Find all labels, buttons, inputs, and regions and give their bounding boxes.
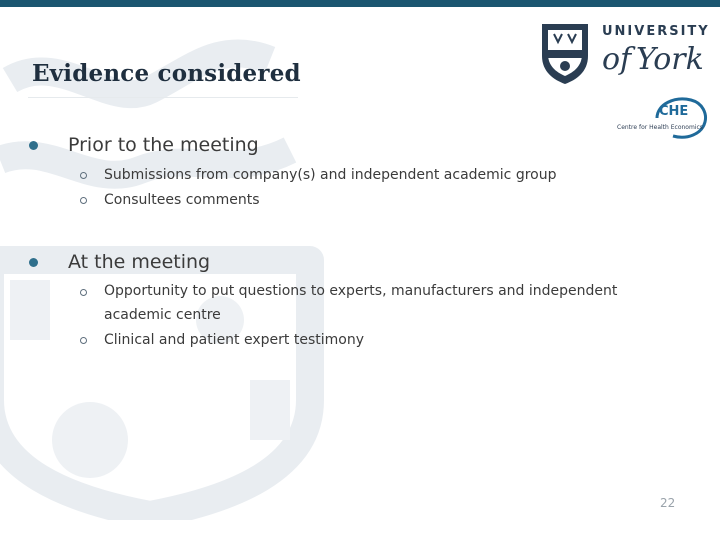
- york-crest-icon: [536, 20, 594, 86]
- sub-list-item: Opportunity to put questions to experts, manufacturers and independent: [104, 283, 618, 299]
- page-number: 22: [660, 496, 676, 510]
- title-divider: [28, 97, 298, 98]
- york-wordmark-of: of: [602, 42, 632, 77]
- list-item: Prior to the meeting: [68, 134, 259, 156]
- che-acronym: CHE: [659, 104, 689, 119]
- che-subtitle: Centre for Health Economics: [617, 124, 703, 131]
- sub-list-item-continued: academic centre: [104, 307, 221, 323]
- slide-title: Evidence considered: [32, 60, 301, 87]
- bullet-icon: [29, 141, 38, 150]
- sub-bullet-icon: [80, 337, 87, 344]
- bullet-icon: [29, 258, 38, 267]
- sub-bullet-icon: [80, 172, 87, 179]
- list-item: At the meeting: [68, 251, 211, 273]
- york-wordmark-university: UNIVERSITY: [602, 24, 710, 39]
- university-of-york-logo: [532, 14, 712, 94]
- sub-list-item: Clinical and patient expert testimony: [104, 332, 364, 348]
- top-accent-bar: [0, 0, 720, 7]
- che-logo: [615, 96, 711, 140]
- sub-bullet-icon: [80, 289, 87, 296]
- sub-list-item: Submissions from company(s) and independent academic group: [104, 167, 557, 183]
- sub-bullet-icon: [80, 197, 87, 204]
- york-wordmark-york: York: [636, 42, 704, 77]
- sub-list-item: Consultees comments: [104, 192, 260, 208]
